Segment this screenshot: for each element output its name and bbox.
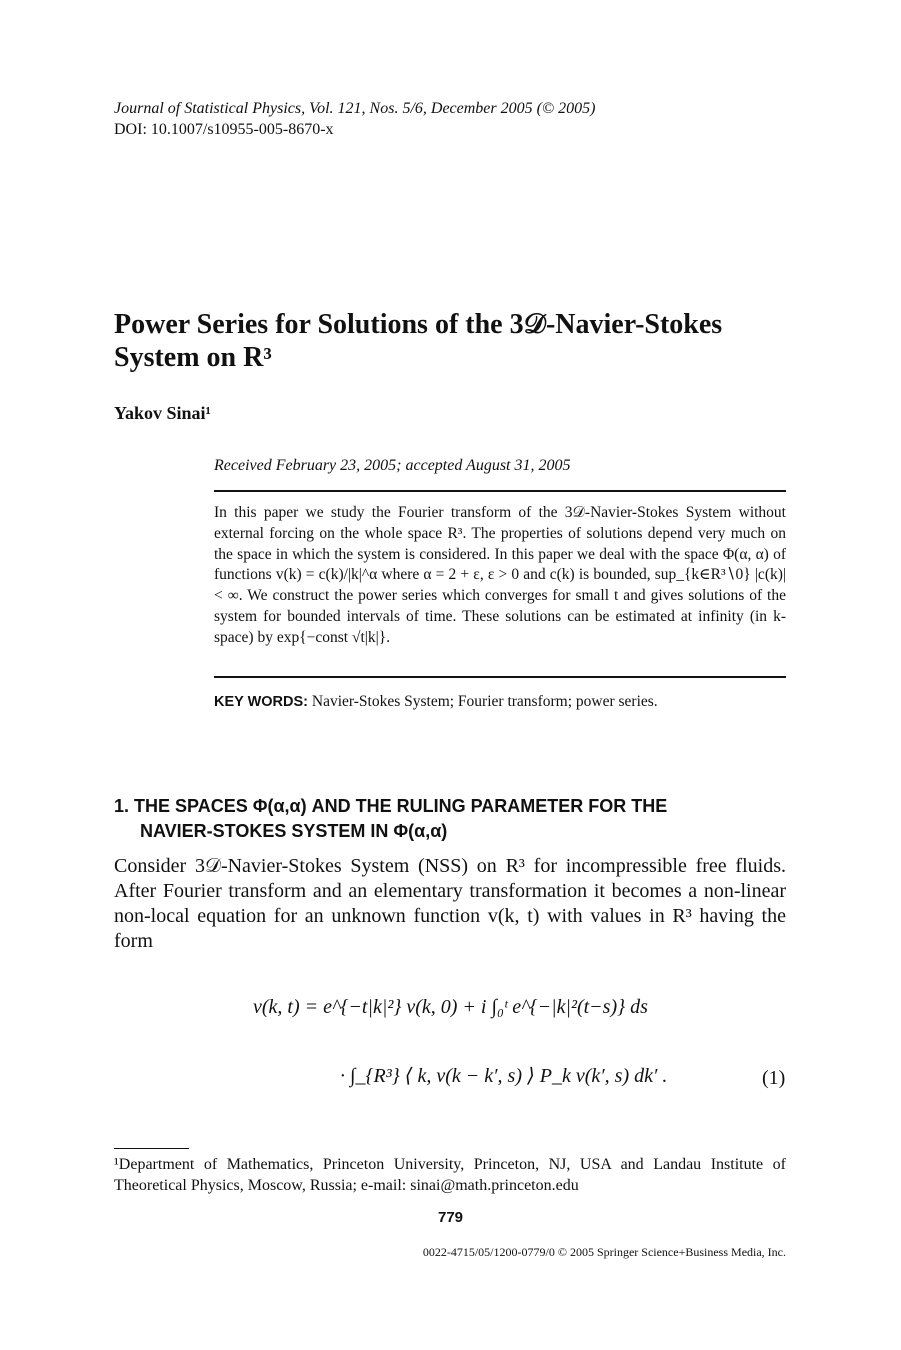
footnote: ¹Department of Mathematics, Princeton University, Princeton, NJ, USA and Landau Institute of Theoretical Physics, Moscow, Russia; e-mail: sinai@math.princeton.edu bbox=[114, 1156, 786, 1194]
abstract-bottom-rule bbox=[214, 676, 786, 678]
footnote-rule bbox=[114, 1148, 189, 1149]
equation-line-1: v(k, t) = e^{−t|k|²} v(k, 0) + i ∫₀ᵗ e^{−|k|²(t−s)} ds bbox=[253, 996, 648, 1018]
journal-citation: Journal of Statistical Physics, Vol. 121, Nos. 5/6, December 2005 (© 2005) bbox=[114, 100, 596, 117]
copyright-line: 0022-4715/05/1200-0779/0 © 2005 Springer Science+Business Media, Inc. bbox=[422, 1245, 786, 1259]
abstract-top-rule bbox=[214, 490, 786, 492]
section-heading-line-2: NAVIER-STOKES SYSTEM IN Φ(α,α) bbox=[140, 821, 448, 841]
section-heading-line-1: 1. THE SPACES Φ(α,α) AND THE RULING PARAMETER FOR THE bbox=[114, 796, 668, 816]
page-number: 779 bbox=[437, 1209, 464, 1226]
keywords-label: KEY WORDS: bbox=[214, 694, 308, 710]
received-dates: Received February 23, 2005; accepted August 31, 2005 bbox=[214, 457, 571, 474]
paper-title bbox=[114, 308, 814, 374]
body-paragraph: Consider 3𝒟-Navier-Stokes System (NSS) on R³ for incompressible free fluids. After Fourier transform and an elementary transformation it becomes a non-linear non-local equation for an unknown function v(k, t) with values in R³ having the form bbox=[114, 855, 786, 952]
author: Yakov Sinai¹ bbox=[114, 403, 211, 423]
equation-number: (1) bbox=[762, 1067, 786, 1089]
title-line-2: System on R³ bbox=[114, 342, 272, 373]
keywords-text: Navier-Stokes System; Fourier transform; power series. bbox=[311, 693, 658, 710]
keywords bbox=[214, 693, 658, 711]
doi: DOI: 10.1007/s10955-005-8670-x bbox=[114, 121, 334, 138]
title-line-1: Power Series for Solutions of the 3𝒟-Navier-Stokes bbox=[114, 309, 723, 340]
equation-line-2: · ∫_{R³} ⟨ k, v(k − k′, s) ⟩ P_k v(k′, s) dk′ . bbox=[340, 1065, 668, 1087]
section-heading bbox=[114, 794, 804, 844]
abstract: In this paper we study the Fourier transform of the 3𝒟-Navier-Stokes System without external forcing on the whole space R³. The properties of solutions depend very much on the space in which the system is considered. In this paper we deal with the space Φ(α, α) of functions v(k) = c(k)/|k|^α where α = 2 + ε, ε > 0 and c(k) is bounded, sup_{k∈R³∖0} |c(k)| < ∞. We construct the power series which converges for small t and gives solutions of the system for bounded intervals of time. These solutions can be estimated at infinity (in k-space) by exp{−const √t|k|}. bbox=[214, 504, 786, 646]
